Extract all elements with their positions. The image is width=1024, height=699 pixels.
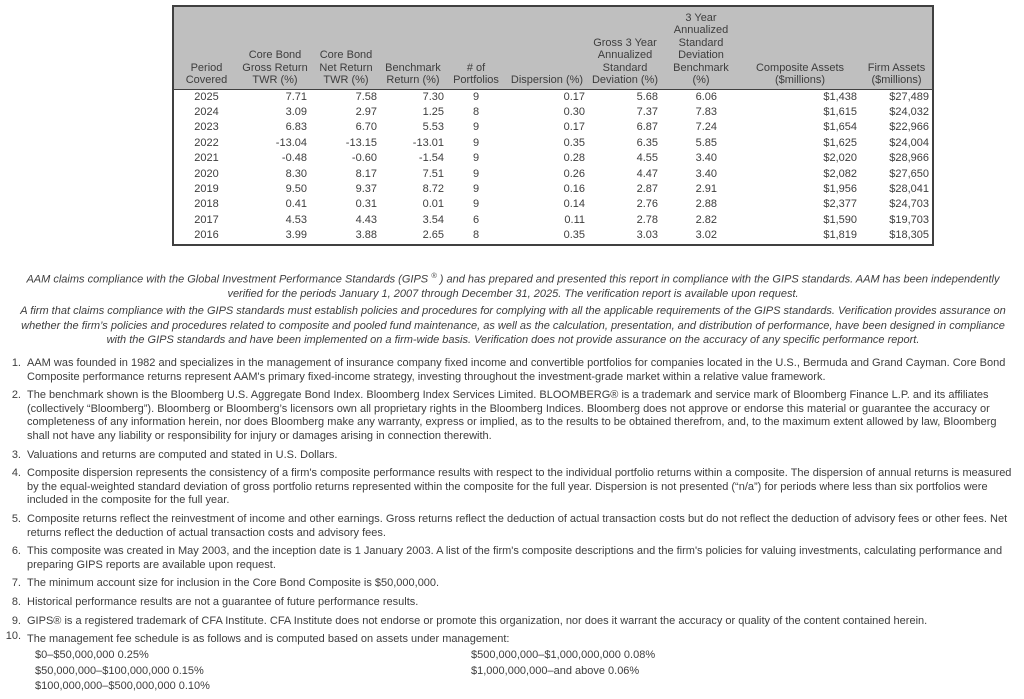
footnote-text: This composite was created in May 2003, and the inception date is 1 January 2003. A list of the firm's composite descriptions and the firm's policies for valuing investments, calculating performance and preparing GIPS reports are available upon request. [27, 545, 1003, 571]
table-cell: 9 [472, 136, 480, 149]
table-cell: 3.09 [285, 105, 307, 118]
footnote-item [5, 467, 1019, 508]
footnote-number: 10. [5, 630, 21, 643]
table-cell: $22,966 [889, 121, 929, 134]
table-cell: 2.82 [695, 213, 717, 226]
footnote-number: 3. [11, 448, 21, 461]
table-body [173, 89, 933, 245]
table-cell: 7.58 [355, 90, 377, 103]
table-row [173, 136, 933, 151]
table-cell: 9.50 [285, 182, 307, 195]
footnote-text: Composite dispersion represents the consistency of a firm's composite performance results with respect to the individual portfolio returns within a composite. The dispersion of annual returns is measured by the equal-weighted standard deviation of gross portfolio returns represented within the composite for the full year. Dispersion is not presented (“n/a”) for periods where less than six portfolios were included in the composite for the full year. [27, 467, 1012, 507]
table-cell: 7.30 [422, 90, 444, 103]
table-row [173, 105, 933, 120]
table-cell: 2.65 [422, 229, 444, 242]
table-cell: 2.97 [355, 105, 377, 118]
performance-table [172, 5, 934, 246]
table-cell: 2016 [194, 229, 219, 242]
footnote-number: 4. [11, 467, 21, 480]
table-cell: 5.68 [636, 90, 658, 103]
footnote-number: 1. [11, 357, 21, 369]
footnote-number: 7. [11, 577, 21, 590]
footnote-text: GIPS® is a registered trademark of CFA Institute. CFA Institute does not endorse or promote this organization, nor does it warrant the accuracy or quality of the content contained herein. [27, 614, 928, 627]
table-cell: -1.54 [418, 152, 444, 165]
table-row [173, 151, 933, 166]
table-cell: 3.03 [636, 229, 658, 242]
footnote-body [27, 389, 1019, 443]
table-cell: $28,041 [889, 182, 929, 195]
footnote-body [27, 545, 1019, 572]
table-cell: 9 [472, 90, 480, 103]
table-cell: 3.40 [695, 167, 717, 180]
footnote-item [5, 545, 1019, 572]
table-cell: $24,032 [889, 105, 929, 118]
footnote-item [5, 630, 1019, 694]
table-cell: 6.06 [695, 90, 717, 103]
table-cell: 2018 [194, 198, 219, 211]
table-cell: $19,703 [889, 213, 929, 226]
table-cell: 3.88 [355, 229, 377, 242]
fee-tier: $100,000,000–$500,000,000 0.10% [35, 680, 210, 692]
table-cell: 3.40 [695, 152, 717, 165]
table-cell: 0.41 [285, 198, 307, 211]
compliance-claim-text-cont: ) and has prepared and presented this report in compliance with the GIPS standards. AAM has been independently verified for the periods January 1, 2007 through December 31, 2025. The verification report is available upon request. [227, 273, 1000, 301]
table-cell: 8.30 [285, 167, 307, 180]
footnote-text: AAM was founded in 1982 and specializes in the management of insurance company fixed income and convertible portfolios for companies located in the U.S., Bermuda and Grand Cayman. Core Bond Composite performance returns represent AAM's primary fixed-income strategy, investing throughout the investment-grade market within a relative value framework. [27, 357, 1006, 383]
table-header-row [173, 6, 933, 89]
column-header: 3 Year Annualized Standard Deviation Benchmark (%) [663, 6, 739, 89]
table-cell: $1,956 [823, 182, 857, 195]
table-cell: 0.26 [563, 167, 585, 180]
table-cell: $27,650 [889, 167, 929, 180]
table-row [173, 89, 933, 105]
table-cell: $28,966 [889, 152, 929, 165]
table-cell: 2.88 [695, 198, 717, 211]
table-cell: 4.47 [636, 167, 658, 180]
table-row [173, 120, 933, 135]
fee-tier: $0–$50,000,000 0.25% [35, 649, 149, 662]
table-cell: 9 [472, 152, 480, 165]
table-cell: 0.17 [563, 121, 585, 134]
footnote-text: The management fee schedule is as follows and is computed based on assets under management: [27, 633, 510, 646]
table-cell: -13.01 [412, 136, 444, 149]
column-header: Benchmark Return (%) [381, 6, 445, 89]
footnote-body [27, 449, 1019, 463]
table-cell: 2025 [194, 90, 219, 103]
footnote-item [5, 357, 1019, 384]
table-cell: 7.71 [285, 90, 307, 103]
table-cell: 6 [472, 213, 480, 226]
table-row [173, 197, 933, 212]
table-cell: 2019 [194, 182, 219, 195]
footnote-number: 6. [11, 545, 21, 558]
table-cell: 3.02 [695, 229, 717, 242]
footnote-body [27, 467, 1019, 508]
footnotes-list [5, 357, 1019, 699]
footnote-item [5, 596, 1019, 610]
column-header: Dispersion (%) [507, 6, 587, 89]
table-cell: 8 [472, 105, 480, 118]
footnote-body [27, 513, 1019, 540]
footnote-text: Valuations and returns are computed and stated in U.S. Dollars. [27, 448, 338, 461]
table-cell: 6.87 [636, 121, 658, 134]
footnote-text: The minimum account size for inclusion in the Core Bond Composite is $50,000,000. [27, 577, 440, 590]
footnote-item [5, 615, 1019, 629]
table-cell: 8.17 [355, 167, 377, 180]
verification-paragraph: A firm that claims compliance with the GIPS standards must establish policies and procedures for complying with all the applicable requirements of the GIPS standards. Verification provides assurance on whether the firm’s policies and procedures related to composite and pooled fund maintenance, as well as the calculation, presentation, and distribution of performance, have been designed in compliance with the GIPS standards and have been implemented on a firm-wide basis. Verification does not provide assurance on the accuracy of any specific performance report. [20, 305, 1006, 347]
table-cell: -0.48 [281, 152, 307, 165]
table-cell: 2023 [194, 121, 219, 134]
column-header: Composite Assets ($millions) [739, 6, 861, 89]
table-cell: $1,590 [823, 213, 857, 226]
table-cell: 2.87 [636, 182, 658, 195]
table-cell: 0.35 [563, 229, 585, 242]
table-cell: $1,438 [823, 90, 857, 103]
table-cell: 7.24 [695, 121, 717, 134]
table-cell: 2022 [194, 136, 219, 149]
footnote-item [5, 577, 1019, 591]
table-cell: 3.99 [285, 229, 307, 242]
footnote-item [5, 389, 1019, 443]
table-cell: 9 [472, 167, 480, 180]
table-cell: 4.43 [355, 213, 377, 226]
table-cell: $2,377 [823, 198, 857, 211]
footnote-item [5, 513, 1019, 540]
footnote-number: 2. [11, 389, 21, 402]
table-cell: 0.16 [563, 182, 585, 195]
footnote-body [27, 357, 1019, 384]
table-row [173, 182, 933, 197]
fee-tier: $50,000,000–$100,000,000 0.15% [35, 664, 204, 677]
table-row [173, 228, 933, 244]
table-cell: $1,625 [823, 136, 857, 149]
table-cell: 6.70 [355, 121, 377, 134]
table-cell: 8.72 [422, 182, 444, 195]
table-cell: 9 [472, 198, 480, 211]
footnote-number: 5. [11, 512, 21, 525]
footnote-body [27, 633, 1019, 694]
compliance-claim-text: AAM claims compliance with the Global Investment Performance Standards (GIPS [26, 273, 432, 286]
table-header [173, 6, 933, 89]
table-cell: 2.91 [695, 182, 717, 195]
table-cell: 5.85 [695, 136, 717, 149]
column-header: # of Portfolios [445, 6, 507, 89]
table-cell: 4.53 [285, 213, 307, 226]
fee-schedule [35, 648, 1019, 694]
table-cell: 0.28 [563, 152, 585, 165]
footnote-body [27, 596, 1019, 610]
footnote-text: Historical performance results are not a guarantee of future performance results. [27, 595, 419, 608]
table-row [173, 167, 933, 182]
table-cell: 6.83 [285, 121, 307, 134]
table-cell: 0.01 [422, 198, 444, 211]
table-cell: -13.04 [275, 136, 307, 149]
table-cell: 0.17 [563, 90, 585, 103]
fee-tier: $500,000,000–$1,000,000,000 0.08% [471, 649, 656, 662]
footnote-text: Composite returns reflect the reinvestment of income and other earnings. Gross returns reflect the deduction of actual transaction costs but do not reflect the deduction of advisory fees or other fees. Net returns reflect the deduction of actual transaction costs and advisory fees. [27, 512, 1008, 539]
table-cell: 2017 [194, 213, 219, 226]
table-cell: 9 [472, 182, 480, 195]
table-cell: $1,819 [823, 229, 857, 242]
table-cell: 0.11 [564, 213, 585, 226]
table-cell: 9 [472, 121, 480, 134]
table-cell: 1.25 [422, 105, 444, 118]
table-cell: $1,615 [823, 105, 857, 118]
table-cell: 7.83 [695, 105, 717, 118]
table-cell: 0.30 [563, 105, 585, 118]
compliance-claim-paragraph [20, 269, 1006, 302]
table-cell: 9.37 [355, 182, 377, 195]
footnote-number: 8. [11, 595, 21, 608]
table-cell: $18,305 [889, 229, 929, 242]
table-cell: 0.14 [563, 198, 585, 211]
column-header: Core Bond Gross Return TWR (%) [239, 6, 311, 89]
table-cell: $24,004 [889, 136, 929, 149]
table-cell: $24,703 [889, 198, 929, 211]
table-cell: 5.53 [422, 121, 444, 134]
table-cell: 2021 [194, 152, 219, 165]
column-header: Firm Assets ($millions) [861, 6, 933, 89]
table-cell: 4.55 [636, 152, 658, 165]
table-cell: 3.54 [422, 213, 444, 226]
table-cell: 2.78 [636, 213, 658, 226]
fee-tier: $1,000,000,000–and above 0.06% [471, 664, 640, 677]
table-cell: 2.76 [636, 198, 658, 211]
table-cell: 2020 [194, 167, 219, 180]
table-cell: $27,489 [889, 90, 929, 103]
table-cell: 7.37 [636, 105, 658, 118]
table-cell: 0.35 [563, 136, 585, 149]
table-cell: $2,020 [823, 152, 857, 165]
footnote-item [5, 449, 1019, 463]
table-cell: 8 [472, 229, 480, 242]
footnote-body [27, 577, 1019, 591]
table-cell: -0.60 [351, 152, 377, 165]
table-cell: -13.15 [345, 136, 377, 149]
footnote-text: The benchmark shown is the Bloomberg U.S. Aggregate Bond Index. Bloomberg Index Services Limited. BLOOMBERG® is a trademark and service mark of Bloomberg Finance L.P. and its affiliates (collectively “Bloomberg”). Bloomberg or Bloomberg’s licensors own all proprietary rights in the Bloomberg Indices. Bloomberg does not approve or endorse this material or guarantee the accuracy or completeness of any information herein, nor does Bloomberg make any warranty, express or implied, as to the results to be obtained therefrom, and, to the maximum extent allowed by law, Bloomberg shall not have any liability or responsibility for injury or damages arising in connection therewith. [27, 389, 997, 442]
table-cell: 7.51 [422, 167, 444, 180]
fee-schedule-column [471, 648, 655, 679]
table-row [173, 213, 933, 228]
table-cell: 6.35 [636, 136, 658, 149]
footnote-number: 9. [11, 614, 21, 627]
table-cell: 2024 [194, 105, 219, 118]
table-cell: $1,654 [823, 121, 857, 134]
registered-mark: ® [431, 271, 437, 280]
column-header: Core Bond Net Return TWR (%) [311, 6, 381, 89]
column-header: Period Covered [173, 6, 239, 89]
footnote-body [27, 615, 1019, 629]
table-cell: 0.31 [355, 198, 377, 211]
column-header: Gross 3 Year Annualized Standard Deviation (%) [587, 6, 663, 89]
table-cell: $2,082 [823, 167, 857, 180]
